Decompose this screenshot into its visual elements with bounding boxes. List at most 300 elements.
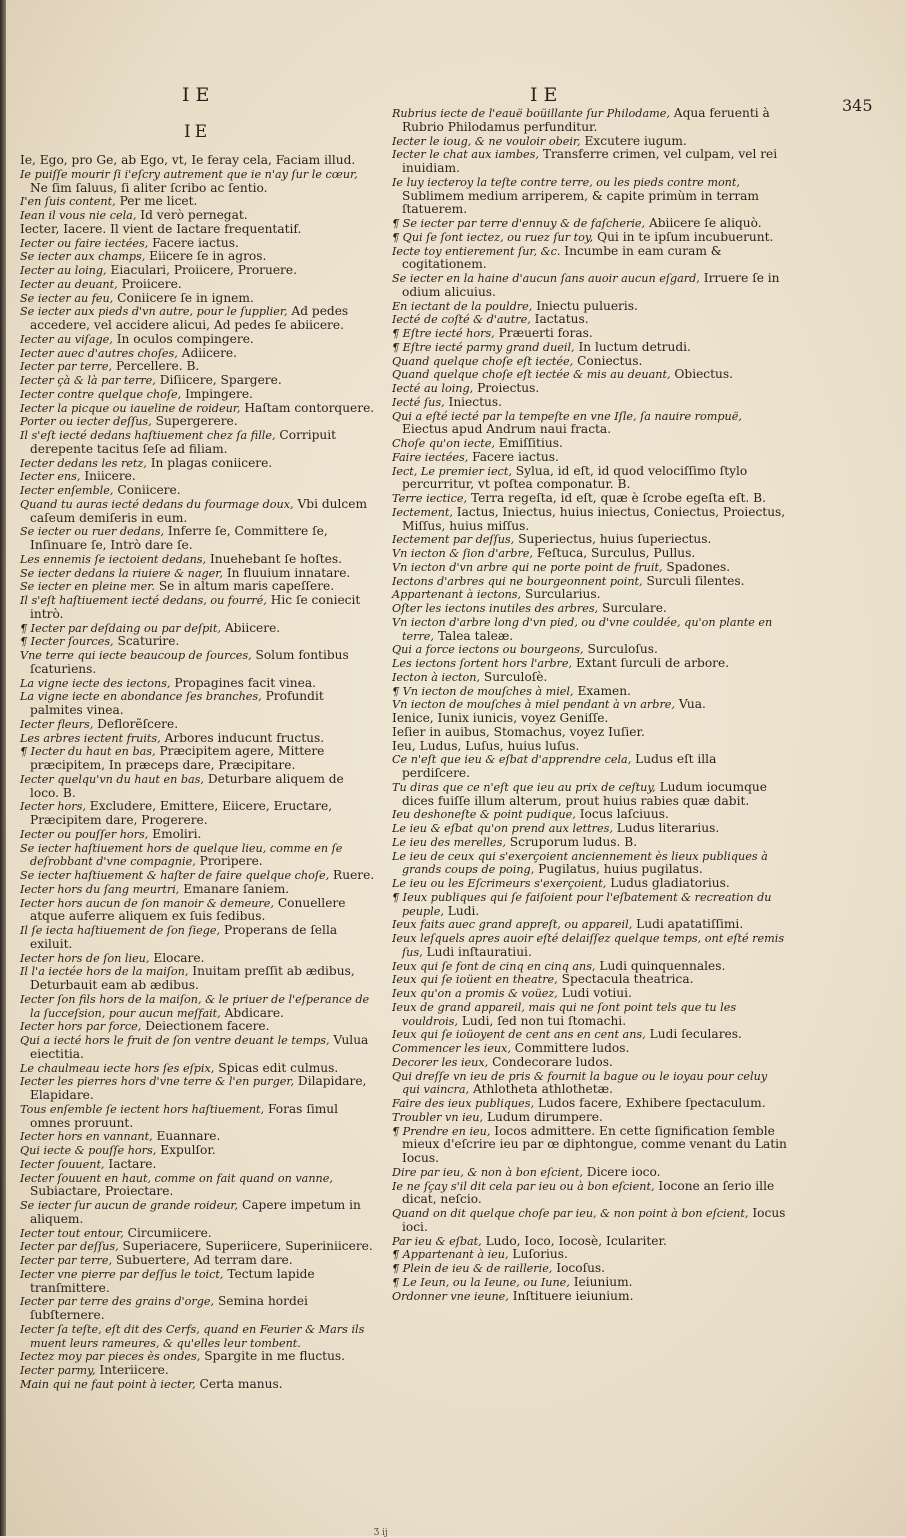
dictionary-entry xyxy=(20,374,375,388)
dictionary-entry xyxy=(20,292,375,306)
latin-translation: Ludus eſt illa perdiſcere. xyxy=(402,752,717,780)
dictionary-entry xyxy=(20,1103,375,1131)
latin-translation: Iactatus. xyxy=(534,312,589,327)
french-phrase: Se iecter en la haine d'aucun ſans auoir aucun eſgard, xyxy=(392,272,700,285)
latin-translation: Ie, Ego, pro Ge, ab Ego, vt, Ie feray cela, Faciam illud. xyxy=(20,153,356,167)
french-phrase: Decorer les ieux, xyxy=(392,1055,489,1069)
latin-translation: Surculoſè. xyxy=(483,669,548,684)
french-phrase: Iecter ſa teſte, eſt dit des Cerfs, quand en Feurier & Mars ils muent leurs rameures, & qu'elles leur tombent. xyxy=(20,1322,365,1350)
latin-translation: Inuitam preſſit ab ædibus, Deturbauit eam ab ædibus. xyxy=(30,964,355,992)
french-phrase: Iecter hors de ſon lieu, xyxy=(20,951,150,965)
french-phrase: Ieux qui ſe ioüoyent de cent ans en cent ans, xyxy=(392,1028,646,1042)
french-phrase: ¶ Ieux publiques qui ſe faiſoient pour l'eſbatement & recreation du peuple, xyxy=(392,890,772,918)
latin-translation: Excutere iugum. xyxy=(584,133,687,148)
french-phrase: Iecter ſouuent, xyxy=(20,1157,105,1171)
latin-translation: Ludi votiui. xyxy=(561,986,632,1000)
latin-translation: Diſiicere, Spargere. xyxy=(159,373,282,387)
dictionary-entry xyxy=(20,1158,375,1172)
latin-translation: Coniicere. xyxy=(117,483,181,497)
french-phrase: Iecter hors du ſang meurtri, xyxy=(20,882,180,896)
dictionary-entry xyxy=(392,355,788,369)
dictionary-entry xyxy=(20,223,375,237)
dictionary-entry xyxy=(392,932,788,960)
dictionary-entry xyxy=(20,154,375,168)
french-phrase: Iecter quelqu'vn du haut en bas, xyxy=(20,772,204,786)
french-phrase: Iect, Le premier iect, xyxy=(392,464,512,478)
dictionary-entry xyxy=(392,877,788,891)
dictionary-entry xyxy=(20,842,375,870)
latin-translation: Talea taleæ. xyxy=(437,628,514,643)
latin-translation: Iniicere. xyxy=(84,469,136,484)
french-phrase: Iecter auec d'autres choſes, xyxy=(20,346,178,360)
dictionary-entry xyxy=(20,1075,375,1103)
latin-translation: Deflorẽſcere. xyxy=(97,716,179,731)
latin-translation: Dilapidare, Elapidare. xyxy=(30,1074,367,1102)
dictionary-entry xyxy=(392,657,788,671)
french-phrase: Iecté au loing, xyxy=(392,382,474,395)
latin-translation: Ludi, ſed non tui ſtomachi. xyxy=(461,1013,627,1028)
dictionary-entry xyxy=(20,1378,375,1392)
french-phrase: Iecter la picque ou iaueline de roideur, xyxy=(20,401,241,415)
french-phrase: Ieux leſquels apres auoir eſté delaiſſez quelque temps, ont eſté remis ſus, xyxy=(392,932,785,959)
french-phrase: Vn iecton d'arbre long d'vn pied, ou d'vne couldée, qu'on plante en terre, xyxy=(392,615,773,643)
latin-translation: Aqua feruenti à Rubrio Philodamus perfunditur. xyxy=(402,106,770,134)
latin-translation: Superiacere, Superiicere, Superiniicere. xyxy=(122,1239,373,1254)
latin-translation: Elocare. xyxy=(153,950,205,965)
dictionary-entry xyxy=(392,300,788,314)
french-phrase: Le ieu de ceux qui s'exerçoient anciennement ès lieux publiques à grands coups de poing, xyxy=(392,849,768,877)
dictionary-entry xyxy=(392,396,788,410)
latin-translation: Proripere. xyxy=(199,854,263,869)
french-phrase: Il ſe iecta haſtiuement de ſon ſiege, xyxy=(20,924,221,937)
french-phrase: Appartenant à iectons, xyxy=(392,588,522,602)
dictionary-entry xyxy=(20,567,375,581)
dictionary-entry xyxy=(392,1235,788,1249)
latin-translation: Per me licet. xyxy=(119,194,198,209)
dictionary-entry xyxy=(20,305,375,333)
latin-translation: Emiſſitius. xyxy=(498,436,563,450)
left-running-head: IE xyxy=(182,84,216,106)
dictionary-entry xyxy=(392,740,788,754)
french-phrase: Tous enſemble ſe iectent hors haſtiuement, xyxy=(20,1102,265,1116)
french-phrase: Iecter parmy, xyxy=(20,1364,96,1377)
french-phrase: Le ieu des merelles, xyxy=(392,835,506,849)
latin-translation: Hic ſe coniecit intrò. xyxy=(30,593,361,621)
dictionary-entry xyxy=(392,410,788,438)
french-phrase: Se iecter aux champs, xyxy=(20,250,146,264)
book-gutter xyxy=(0,0,6,1536)
latin-translation: In fluuium innatare. xyxy=(226,565,351,580)
french-phrase: Iecter ſouuent en haut, comme on fait quand on vanne, xyxy=(20,1171,333,1185)
french-phrase: Iecter par terre des grains d'orge, xyxy=(20,1295,215,1309)
dictionary-entry xyxy=(20,1144,375,1158)
dictionary-entry xyxy=(392,1125,788,1166)
french-phrase: Iecter enſemble, xyxy=(20,484,114,497)
dictionary-entry xyxy=(392,1042,788,1056)
french-phrase: Il l'a iectée hors de la maiſon, xyxy=(20,965,189,979)
french-phrase: ¶ Prendre en ieu, xyxy=(392,1124,491,1138)
dictionary-entry xyxy=(392,836,788,850)
latin-translation: Propagines facit vinea. xyxy=(174,675,316,690)
latin-translation: Transferre crimen, vel culpam, vel rei inuidiam. xyxy=(402,147,778,175)
french-phrase: Il s'eſt iecté dedans haſtiuement chez ſa fille, xyxy=(20,429,276,442)
latin-translation: Solum fontibus ſcaturiens. xyxy=(30,648,349,676)
dictionary-entry xyxy=(392,1111,788,1125)
dictionary-entry xyxy=(392,1276,788,1290)
french-phrase: Iecter ens, xyxy=(20,470,81,484)
dictionary-entry xyxy=(392,231,788,245)
dictionary-entry xyxy=(20,470,375,484)
french-phrase: Ieu deshoneſte & point pudique, xyxy=(392,808,576,822)
latin-translation: Iniectu pulueris. xyxy=(536,298,638,313)
latin-translation: Scaturire. xyxy=(117,634,180,649)
dictionary-entry xyxy=(20,498,375,526)
latin-translation: Semina hordei ſubſternere. xyxy=(30,1294,308,1322)
dictionary-entry xyxy=(392,643,788,657)
latin-translation: In luctum detrudi. xyxy=(578,339,691,354)
dictionary-entry xyxy=(392,492,788,506)
dictionary-entry xyxy=(20,1295,375,1323)
french-phrase: Iectons d'arbres qui ne bourgeonnent point, xyxy=(392,574,643,588)
dictionary-entry xyxy=(392,327,788,341)
french-phrase: Ie puiſſe mourir ſi i'eſcry autrement que ie n'ay ſur le cœur, xyxy=(20,167,358,181)
french-phrase: Il s'eſt haſtiuement iecté dedans, ou fourré, xyxy=(20,594,267,607)
dictionary-entry xyxy=(20,484,375,498)
dictionary-entry xyxy=(392,245,788,273)
french-phrase: ¶ Iecter par deſdaing ou par deſpit, xyxy=(20,621,221,635)
dictionary-entry xyxy=(392,1097,788,1111)
french-phrase: Qui a eſté iecté par la tempeſte en vne Iſle, ſa nauire rompuë, xyxy=(392,409,742,423)
right-running-head: IE xyxy=(530,84,564,106)
latin-translation: Ludum iocumque dices fuiſſe illum alterum, prout huius rabies quæ dabit. xyxy=(402,779,767,808)
dictionary-entry xyxy=(392,1180,788,1208)
french-phrase: ¶ Eſtre iecté hors, xyxy=(392,327,495,340)
dictionary-entry xyxy=(20,828,375,842)
dictionary-entry xyxy=(392,465,788,493)
latin-translation: Obiectus. xyxy=(674,367,734,382)
latin-translation: Condecorare ludos. xyxy=(492,1054,613,1069)
latin-translation: Conuellere atque auferre aliquem ex ſuis ſedibus. xyxy=(30,895,346,924)
french-phrase: Se iecter haſtiuement hors de quelque lieu, comme en ſe deſrobbant d'vne compagnie, xyxy=(20,841,343,869)
dictionary-entry xyxy=(20,622,375,636)
french-phrase: Les arbres iectent fruits, xyxy=(20,731,161,745)
french-phrase: Se iecter en pleine mer. xyxy=(20,580,155,594)
french-phrase: Oſter les iectons inutiles des arbres, xyxy=(392,602,599,615)
dictionary-entry xyxy=(20,745,375,773)
dictionary-entry xyxy=(392,602,788,616)
french-phrase: ¶ Appartenant à ieu, xyxy=(392,1248,509,1262)
french-phrase: Qui a iecté hors le fruit de ſon ventre deuant le temps, xyxy=(20,1034,330,1047)
latin-translation: Iactare. xyxy=(108,1156,157,1171)
french-phrase: Iecter le chat aux iambes, xyxy=(392,148,539,162)
dictionary-entry xyxy=(20,1199,375,1227)
latin-translation: Corripuit derepente tacitus ſeſe ad filiam. xyxy=(30,428,337,456)
french-phrase: Iecté ſus, xyxy=(392,395,445,409)
latin-translation: Proiectus. xyxy=(477,381,540,395)
french-phrase: Se iecter dedans la riuiere & nager, xyxy=(20,566,223,580)
dictionary-entry xyxy=(392,547,788,561)
latin-translation: Iocos admittere. En cette ſignification ſemble mieux d'eſcrire ieu par œ diphtongue, comme venant du Latin Iocus. xyxy=(402,1123,787,1165)
dictionary-entry xyxy=(20,952,375,966)
dictionary-entry xyxy=(20,993,375,1021)
french-phrase: Iecter les pierres hors d'vne terre & l'en purger, xyxy=(20,1075,295,1089)
latin-translation: Iecter, Iacere. Il vient de Iactare frequentatif. xyxy=(20,221,302,236)
french-phrase: Ie luy iecteroy la teſte contre terre, ou les pieds contre mont, xyxy=(392,175,740,189)
french-phrase: Iecter par deſſus, xyxy=(20,1240,119,1254)
latin-translation: Percellere. B. xyxy=(115,359,200,374)
french-phrase: Se iecter haſtiuement & haſter de faire quelque choſe, xyxy=(20,869,330,882)
dictionary-entry xyxy=(392,341,788,355)
french-phrase: Se iecter au feu, xyxy=(20,291,114,305)
dictionary-entry xyxy=(392,1262,788,1276)
french-phrase: Main qui ne faut point à iecter, xyxy=(20,1377,196,1391)
french-phrase: Tu diras que ce n'eſt que ieu au prix de ceſtuy, xyxy=(392,780,656,794)
left-column-heading: IE xyxy=(184,122,212,142)
latin-translation: Ludi apatatiſſimi. xyxy=(636,917,744,932)
latin-translation: Se in altum maris capeſſere. xyxy=(158,579,335,594)
latin-translation: Dicere ioco. xyxy=(586,1164,661,1179)
dictionary-entry xyxy=(20,800,375,828)
dictionary-entry xyxy=(20,264,375,278)
latin-translation: Scruporum ludus. B. xyxy=(509,834,638,849)
latin-translation: Iniectus. xyxy=(448,394,502,409)
dictionary-entry xyxy=(392,1028,788,1042)
french-phrase: Iecter par terre, xyxy=(20,1254,113,1267)
french-phrase: Troubler vn ieu, xyxy=(392,1110,484,1124)
dictionary-entry xyxy=(20,1172,375,1200)
dictionary-entry xyxy=(20,209,375,223)
latin-translation: Profundit palmites vinea. xyxy=(30,689,324,717)
right-column xyxy=(392,107,788,1303)
latin-translation: Athlotheta athlothetæ. xyxy=(473,1082,614,1097)
french-phrase: Iecter au deuant, xyxy=(20,277,118,291)
dictionary-entry xyxy=(392,960,788,974)
dictionary-entry xyxy=(392,712,788,726)
dictionary-entry xyxy=(392,891,788,919)
french-phrase: ¶ Eſtre iecté parmy grand dueil, xyxy=(392,340,575,354)
latin-translation: Spadones. xyxy=(666,559,731,574)
dictionary-entry xyxy=(392,1070,788,1098)
dictionary-entry xyxy=(392,588,788,602)
dictionary-entry xyxy=(20,195,375,209)
dictionary-entry xyxy=(20,1268,375,1296)
latin-translation: Expulſor. xyxy=(160,1143,216,1157)
french-phrase: Faire iectées, xyxy=(392,450,469,464)
latin-translation: Vua. xyxy=(678,697,706,712)
french-phrase: Ce n'eſt que ieu & eſbat d'apprendre cela, xyxy=(392,753,632,767)
latin-translation: Impingere. xyxy=(185,386,253,401)
dictionary-entry xyxy=(392,313,788,327)
dictionary-entry xyxy=(20,635,375,649)
latin-translation: Spicas edit culmus. xyxy=(218,1060,339,1075)
french-phrase: Ieux qui ſe ioüent en theatre, xyxy=(392,973,558,987)
latin-translation: Examen. xyxy=(577,683,631,698)
french-phrase: ¶ Le Ieun, ou la Ieune, ou Iune, xyxy=(392,1275,570,1289)
french-phrase: Quand quelque choſe eſt iectée & mis au deuant, xyxy=(392,368,671,382)
french-phrase: Iecter hors en vannant, xyxy=(20,1130,153,1144)
latin-translation: Pugilatus, huius pugilatus. xyxy=(538,862,703,877)
french-phrase: Qui dreſſe vn ieu de pris & fournit la bague ou le ioyau pour celuy qui vaincra, xyxy=(392,1069,768,1097)
latin-translation: Ludi quinquennales. xyxy=(599,958,726,973)
dictionary-entry xyxy=(392,1001,788,1029)
french-phrase: ¶ Vn iecton de mouſches à miel, xyxy=(392,684,574,698)
dictionary-entry xyxy=(20,924,375,952)
dictionary-entry xyxy=(392,533,788,547)
dictionary-entry xyxy=(392,451,788,465)
french-phrase: Iecter çà & là par terre, xyxy=(20,374,156,387)
latin-translation: In plagas coniicere. xyxy=(150,455,273,470)
dictionary-entry xyxy=(20,1323,375,1351)
french-phrase: Iecton à iecton, xyxy=(392,670,480,684)
latin-translation: Abiicere ſe aliquò. xyxy=(648,216,762,230)
latin-translation: Inuehebant ſe hoſtes. xyxy=(209,551,342,566)
latin-translation: Properans de ſella exiluit. xyxy=(30,923,338,951)
latin-translation: Vbi dulcem caſeum demiſeris in eum. xyxy=(30,496,368,525)
latin-translation: Ieiunium. xyxy=(573,1274,633,1289)
dictionary-entry xyxy=(20,388,375,402)
latin-translation: Id verò pernegat. xyxy=(140,208,248,222)
latin-translation: Extant ſurculi de arbore. xyxy=(575,656,730,670)
latin-translation: Adiicere. xyxy=(181,345,238,360)
french-phrase: Iecter au loing, xyxy=(20,264,107,277)
french-phrase: ¶ Iecter du haut en bas, xyxy=(20,745,156,759)
latin-translation: Foras ſimul omnes proruunt. xyxy=(30,1101,339,1130)
french-phrase: Iecte toy entierement ſur, &c. xyxy=(392,244,561,258)
dictionary-entry xyxy=(20,1130,375,1144)
french-phrase: Se iecter aux pieds d'vn autre, pour le ſupplier, xyxy=(20,305,288,319)
french-phrase: Iecter vne pierre par deſſus le toict, xyxy=(20,1267,224,1281)
french-phrase: Qui iecte & pouſſe hors, xyxy=(20,1144,157,1157)
french-phrase: Le ieu ou les Eſcrimeurs s'exerçoient, xyxy=(392,877,607,890)
latin-translation: Ludo, Ioco, Iocosè, Iculariter. xyxy=(485,1233,667,1248)
french-phrase: Iecter contre quelque choſe, xyxy=(20,387,182,401)
french-phrase: Vn iecton de mouſches à miel pendant à vn arbre, xyxy=(392,698,675,712)
dictionary-entry xyxy=(20,1350,375,1364)
latin-translation: Ieu, Ludus, Luſus, huius luſus. xyxy=(392,738,580,753)
french-phrase: Quand tu auras iecté dedans du fourmage doux, xyxy=(20,497,294,511)
french-phrase: Qui a force iectons ou bourgeons, xyxy=(392,643,584,657)
latin-translation: Ne ſim ſaluus, ſi aliter ſcribo ac ſentio. xyxy=(30,180,268,195)
dictionary-entry xyxy=(392,973,788,987)
signature-mark: Ʒ ij xyxy=(374,1528,388,1538)
dictionary-entry xyxy=(20,347,375,361)
page-number: 345 xyxy=(842,96,873,115)
dictionary-entry xyxy=(20,869,375,883)
dictionary-entry xyxy=(20,1227,375,1241)
french-phrase: Iecter le ioug, & ne vouloir obeir, xyxy=(392,134,581,148)
french-phrase: La vigne iecte des iectons, xyxy=(20,676,171,690)
latin-translation: Abiicere. xyxy=(224,620,281,635)
french-phrase: Dire par ieu, & non à bon eſcient, xyxy=(392,1165,583,1179)
dictionary-entry xyxy=(392,616,788,644)
french-phrase: La vigne iecte en abondance ſes branches, xyxy=(20,690,262,704)
latin-translation: Deturbare aliquem de loco. B. xyxy=(30,771,344,800)
french-phrase: Iecter hors aucun de ſon manoir & demeure, xyxy=(20,896,274,910)
french-phrase: ¶ Plein de ieu & de raillerie, xyxy=(392,1262,553,1275)
latin-translation: Iactus, Iniectus, huius iniectus, Coniectus, Proiectus, Miſſus, huius miſſus. xyxy=(402,504,786,533)
latin-translation: In oculos compingere. xyxy=(116,331,254,346)
latin-translation: Facere iactus. xyxy=(152,235,239,250)
dictionary-entry xyxy=(392,918,788,932)
french-phrase: Le chaulmeau iecte hors ſes eſpix, xyxy=(20,1061,215,1075)
dictionary-entry xyxy=(20,1020,375,1034)
latin-translation: Sylua, id eſt, id quod velociſſimo ſtylo percurritur, vt poſtea componatur. B. xyxy=(402,463,748,492)
dictionary-entry xyxy=(20,690,375,718)
dictionary-entry xyxy=(20,333,375,347)
latin-translation: Luſorius. xyxy=(512,1247,568,1262)
latin-translation: Emanare ſaniem. xyxy=(183,881,290,896)
latin-translation: Eiicere ſe in agros. xyxy=(149,249,267,264)
french-phrase: Les iectons ſortent hors l'arbre, xyxy=(392,657,573,670)
dictionary-entry xyxy=(20,965,375,993)
dictionary-entry xyxy=(392,437,788,451)
french-phrase: Quand quelque choſe eſt iectée, xyxy=(392,354,574,368)
french-phrase: Iecter ſon fils hors de la maiſon, & le priuer de l'eſperance de la ſucceſsion, pour aucun meſfait, xyxy=(20,992,370,1020)
french-phrase: I'en ſuis content, xyxy=(20,195,116,209)
dictionary-entry xyxy=(392,217,788,231)
latin-translation: Euannare. xyxy=(156,1129,221,1144)
latin-translation: Certa manus. xyxy=(199,1376,283,1391)
dictionary-entry xyxy=(392,726,788,740)
french-phrase: En iectant de la pouldre, xyxy=(392,299,533,313)
dictionary-entry xyxy=(392,575,788,589)
dictionary-entry xyxy=(392,822,788,836)
french-phrase: Ieux qu'on a promis & voüez, xyxy=(392,987,558,1000)
dictionary-entry xyxy=(20,168,375,196)
dictionary-entry xyxy=(392,698,788,712)
latin-translation: Surculoſus. xyxy=(587,642,658,657)
french-phrase: Vn iecton & ſion d'arbre, xyxy=(392,547,533,560)
latin-translation: Ludos facere, Exhibere ſpectaculum. xyxy=(537,1096,766,1110)
latin-translation: Feſtuca, Surculus, Pullus. xyxy=(536,546,696,560)
dictionary-entry xyxy=(20,883,375,897)
dictionary-entry xyxy=(20,580,375,594)
left-column xyxy=(20,154,375,1392)
latin-translation: Supergerere. xyxy=(155,414,238,429)
latin-translation: Subuertere, Ad terram dare. xyxy=(115,1253,293,1267)
latin-translation: Ludus literarius. xyxy=(616,821,720,835)
latin-translation: Incumbe in eam curam & cogitationem. xyxy=(402,243,722,272)
french-phrase: Ieux faits auec grand appreſt, ou appareil, xyxy=(392,918,633,932)
french-phrase: Iecter hors par force, xyxy=(20,1020,142,1034)
dictionary-entry xyxy=(20,360,375,374)
latin-translation: Ludum dirumpere. xyxy=(486,1109,603,1124)
dictionary-entry xyxy=(392,808,788,822)
latin-translation: Superiectus, huius ſuperiectus. xyxy=(518,532,712,547)
latin-translation: Deiectionem facere. xyxy=(145,1019,270,1034)
french-phrase: Iecter tout entour, xyxy=(20,1226,124,1240)
latin-translation: Haſtam contorquere. xyxy=(244,400,375,415)
dictionary-entry xyxy=(392,382,788,396)
dictionary-entry xyxy=(20,457,375,471)
latin-translation: Spectacula theatrica. xyxy=(561,972,694,987)
latin-translation: Coniectus. xyxy=(577,353,643,368)
latin-translation: Inſtituere ieiunium. xyxy=(512,1288,634,1303)
latin-translation: Ludi. xyxy=(447,903,480,918)
dictionary-entry xyxy=(20,278,375,292)
dictionary-entry xyxy=(20,402,375,416)
dictionary-entry xyxy=(20,237,375,251)
dictionary-entry xyxy=(20,553,375,567)
dictionary-entry xyxy=(392,368,788,382)
french-phrase: Ieux qui ſe font de cinq en cinq ans, xyxy=(392,959,596,973)
latin-translation: Arbores inducunt fructus. xyxy=(164,730,325,745)
dictionary-entry xyxy=(20,773,375,801)
latin-translation: Præuerti foras. xyxy=(498,326,593,340)
latin-translation: Surculi ſilentes. xyxy=(646,573,745,588)
latin-translation: Iocus ioci. xyxy=(402,1206,786,1234)
french-phrase: ¶ Se iecter par terre d'ennuy & de faſcherie, xyxy=(392,217,646,230)
